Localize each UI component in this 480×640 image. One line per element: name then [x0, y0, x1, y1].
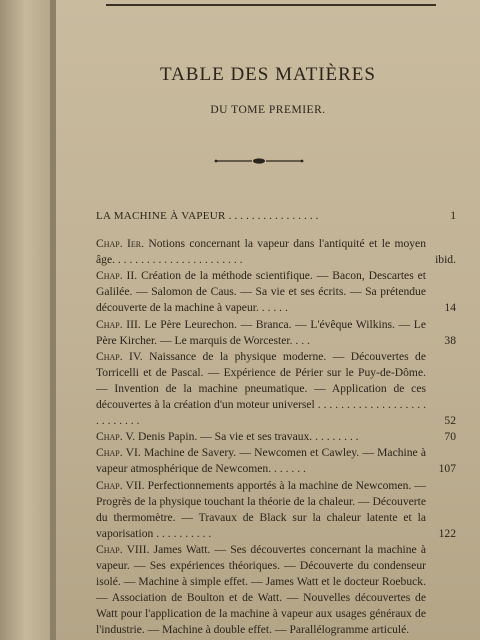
chapter-text: Le Père Leurechon. — Branca. — L'évêque Wilkins. — Le Père Kircher. — Le marquis de Worcester. . . .: [96, 317, 427, 347]
section-title: LA MACHINE À VAPEUR: [96, 210, 226, 222]
chapter-label: Chap. V.: [96, 430, 136, 444]
book-page: [56, 0, 480, 640]
chapter-entry: [96, 349, 456, 429]
page-title: TABLE DES MATIÈRES: [160, 64, 376, 85]
section-page-number: 1: [450, 209, 456, 222]
chapter-text: Denis Papin. — Sa vie et ses travaux. . . . . . . . .: [138, 430, 359, 444]
page-subtitle: DU TOME PREMIER.: [210, 104, 326, 116]
chapter-entry: [96, 478, 456, 542]
chapter-page-number: 52: [444, 414, 456, 428]
chapter-entry: [96, 317, 456, 349]
chapter-page-number: 38: [444, 333, 456, 347]
chapter-label: Chap. II.: [96, 269, 138, 283]
chapter-entry: [96, 236, 456, 268]
left-page-edge: [0, 0, 56, 640]
chapter-text: James Watt. — Ses découvertes concernant la machine à vapeur. — Ses expériences théoriques. — Découverte du condenseur isolé. — Machine à simple effet. — James Watt et le docteur Roebuck. — Association de Boulton et de Watt. — Nouvelles découvertes de Watt pour l'application de la machine à vapeur aux usages généraux de l'industrie. — Machine à double effet. — Parallélogramme articulé.: [96, 542, 426, 637]
chapter-label: Chap. VI.: [96, 446, 141, 460]
chapter-page-number: 14: [444, 301, 456, 315]
chapter-text: Création de la méthode scientifique. — Bacon, Descartes et Galilée. — Salomon de Caus. — Sa vie et ses écrits. — Sa prétendue découverte de la machine à vapeur. . . . . .: [96, 269, 426, 315]
chapter-label: Chap. VII.: [96, 478, 145, 492]
section-entry: [96, 208, 456, 224]
chapter-page-number: 107: [438, 462, 456, 476]
section-leader-dots: . . . . . . . . . . . . . . . .: [228, 209, 319, 222]
chapter-text: Machine de Savery. — Newcomen et Cawley. — Machine à vapeur atmosphérique de Newcomen. . . . . . .: [96, 446, 427, 476]
chapter-page-number: 122: [438, 526, 456, 540]
chapter-label: Chap. III.: [96, 317, 141, 331]
chapter-text: Notions concernant la vapeur dans l'antiquité et le moyen âge. . . . . . . . . . . . . . . . . . . . . . .: [96, 237, 427, 267]
chapter-page-number: ibid.: [435, 253, 456, 267]
chapter-entry: [96, 268, 456, 316]
chapter-label: Chap. Ier.: [96, 237, 144, 251]
chapter-entry: [96, 542, 456, 639]
chapter-text: Naissance de la physique moderne. — Découvertes de Torricelli et de Pascal. — Expérience de Périer sur le Puy-de-Dôme. — Invention de la machine pneumatique. — Application de ces découvertes à la création d'un moteur universel . . . . . . . . . . . . . . . . . . . . . . . . . . .: [96, 349, 427, 428]
chapter-label: Chap. VIII.: [96, 542, 150, 556]
top-rule: [106, 0, 436, 6]
chapter-entry: [96, 445, 456, 477]
ornament-divider: [214, 156, 304, 166]
chapter-label: Chap. IV.: [96, 349, 143, 363]
chapter-page-number: 70: [444, 430, 456, 444]
table-of-contents: [96, 208, 456, 638]
chapter-entry: [96, 429, 456, 445]
chapter-text: Perfectionnements apportés à la machine de Newcomen. — Progrès de la physique touchant la théorie de la chaleur. — Découverte du thermomètre. — Travaux de Black sur la chaleur latente et la vaporisation . . . . . . . . . .: [96, 478, 426, 540]
